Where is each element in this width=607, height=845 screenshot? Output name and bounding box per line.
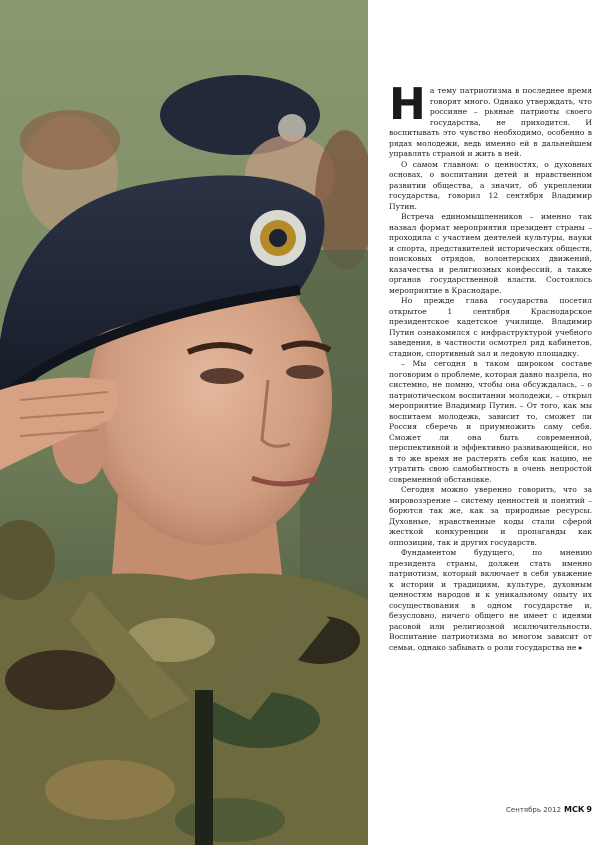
article-paragraph-text: а тему патриотизма в последнее время говорят много. Однако утверждать, что россияне – рьяные патриоты своего государства, не приходится. И воспитывать это чувство необходимо, особенно в рядах молодежи, ведь именно ей в дальнейшем управлять страной и жить в ней.: [389, 86, 592, 158]
article-paragraph: – Мы сегодня в таком широком составе поговорим о проблеме, которая давно назрела, но системно, не помню, чтобы она обсуждалась, – о патриотическом воспитании молодежи, – открыл мероприятие Владимир Путин. – От того, как мы воспитаем молодежь, зависит то, сможет ли Россия сберечь и приумножить саму себя. Сможет ли она быть современной, перспективной и эффективно развивающейся, но в то же время не растерять себя как нацию, не утратить свою самобытность в очень непростой современной обстановке.: [389, 359, 592, 484]
article-paragraph: Но прежде глава государства посетил открытое 1 сентября Краснодарское президентское кадетское училище. Владимир Путин ознакомился с инфраструктурой учебного заведения, в частности осмотрел ряд кабинетов, стадион, спортивный зал и ледовую площадку.: [389, 296, 592, 358]
article-paragraph: Сегодня можно уверенно говорить, что за мировоззрение – систему ценностей и понятий – борются так же, как за природные ресурсы. Духовные, нравственные коды стали сферой жесткой конкуренции и пропаганды как оппозиции, так и других государств.: [389, 485, 592, 547]
magazine-brand: МСК: [564, 805, 585, 814]
article-paragraph: [389, 79, 592, 160]
page-number: 9: [586, 805, 592, 814]
drop-cap: Н: [389, 79, 426, 130]
issue-date: Сентябрь 2012: [506, 806, 562, 814]
article-paragraph: Встреча единомышленников – именно так назвал формат мероприятия президент страны – проходила с участием деятелей культуры, науки и спорта, представителей исторических обществ, поисковых отрядов, волонтерских движений, казачества и религиозных конфессий, а также органов государственной власти. Состоялось мероприятие в Краснодаре.: [389, 212, 592, 295]
page-footer: [389, 805, 592, 814]
article-paragraph: Фундаментом будущего, по мнению президента страны, должен стать именно патриотизм, который включает в себя уважение к истории и традициям, культуре, духовным ценностям народов и к уникальному опыту их сосуществования в одном государстве и, безусловно, ничего общего не имеет с идеями расовой или религиозной исключительности. Воспитание патриотизма во многом зависит от семьи, однако забывать о роли государства не ▸: [389, 548, 592, 652]
article-paragraph: О самом главном: о ценностях, о духовных основах, о воспитании детей и нравственном развитии общества, а значит, об укреплении государства, говорил 12 сентября Владимир Путин.: [389, 159, 592, 211]
article-column: [389, 79, 592, 653]
